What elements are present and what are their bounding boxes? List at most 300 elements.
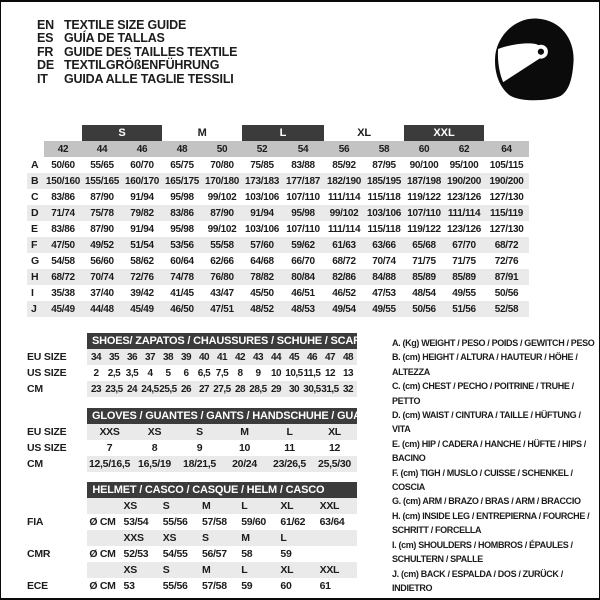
measurement-cell: 65/68 — [404, 237, 444, 253]
measurement-cell: 70/80 — [210, 159, 234, 171]
size-number-cell: 52 — [242, 141, 282, 157]
measurement-cell: 45/49 — [44, 301, 82, 317]
measurement-cell: 115/118 — [367, 191, 401, 203]
empty-cell — [27, 562, 87, 578]
helmet-standard-row — [27, 514, 357, 530]
shoes-cell: 40 — [195, 349, 213, 365]
language-code: EN — [37, 18, 54, 32]
shoes-cell: 43 — [249, 349, 267, 365]
empty-cell — [484, 125, 529, 141]
gloves-cell: 16,5/19 — [132, 456, 177, 472]
measurement-cell: 170/180 — [202, 173, 242, 189]
measurement-cell: 45/49 — [122, 301, 162, 317]
gloves-cell: S — [177, 424, 222, 440]
gloves-cell: 25,5/30 — [312, 456, 357, 472]
shoes-cell: 13 — [342, 367, 354, 379]
gloves-row-label: CM — [27, 456, 87, 472]
measurement-cell: 56/60 — [90, 255, 114, 267]
gloves-cell: 12,5/16,5 — [88, 458, 131, 470]
measurement-cell: 127/130 — [489, 191, 524, 203]
helmet-table — [27, 482, 357, 594]
shoes-cell: 26 — [177, 381, 195, 397]
bottom-tables — [27, 333, 378, 594]
size-number-row — [27, 141, 529, 157]
size-number-cell: 64 — [484, 141, 529, 157]
helmet-size-cell: XXS — [122, 530, 161, 546]
shoes-row — [27, 365, 357, 381]
measurement-cell: 87/95 — [372, 159, 396, 171]
measurement-cell: 85/89 — [444, 269, 484, 285]
measurement-cell: 103/106 — [364, 205, 404, 221]
measurement-row — [27, 285, 529, 301]
measurement-cell: 47/50 — [44, 237, 82, 253]
helmet-size-row — [27, 530, 357, 546]
helmet-standard-row — [27, 546, 357, 562]
helmet-cell: 55/56 — [162, 580, 188, 592]
helmet-standard-row — [27, 578, 357, 594]
shoes-cell: 2,5 — [107, 367, 121, 379]
measurement-row — [27, 237, 529, 253]
language-row — [37, 59, 237, 72]
measurement-cell: 46/52 — [332, 287, 356, 299]
measurement-cell: 55/58 — [202, 237, 242, 253]
shoes-cell: 27,5 — [213, 381, 231, 397]
helmet-size-cell: S — [161, 562, 200, 578]
helmet-cell: 57/58 — [201, 516, 227, 528]
helmet-size-cell: M — [200, 562, 239, 578]
shoes-cell: 31,5 — [321, 381, 339, 397]
diameter-unit-label: Ø CM — [89, 516, 116, 528]
shoes-title: SHOES/ ZAPATOS / CHAUSSURES / SCHUHE / SCARPE — [87, 333, 357, 349]
measurement-cell: 43/47 — [210, 287, 234, 299]
gloves-row-label: EU SIZE — [27, 424, 87, 440]
gloves-row — [27, 424, 357, 440]
gloves-cell: 7 — [106, 442, 113, 454]
shoes-row-label: EU SIZE — [27, 349, 87, 365]
measurement-cell: 71/75 — [452, 255, 476, 267]
measurement-legend — [392, 336, 597, 595]
shoes-cell: 4 — [147, 367, 153, 379]
shoes-cell: 6 — [183, 367, 189, 379]
measurement-cell: 123/126 — [446, 223, 482, 235]
measurement-cell: 67/70 — [444, 237, 484, 253]
shoes-cell: 10 — [270, 367, 282, 379]
diameter-unit-label: Ø CM — [89, 580, 116, 592]
helmet-size-row — [27, 562, 357, 578]
shoes-cell: 3,5 — [125, 367, 139, 379]
measurement-cell: 65/75 — [170, 159, 194, 171]
measurement-cell: 95/98 — [170, 223, 194, 235]
measurement-cell: 87/90 — [90, 191, 114, 203]
measurement-row-label: B — [27, 173, 44, 189]
empty-cell — [27, 408, 87, 424]
measurement-cell: 60/64 — [170, 255, 194, 267]
size-group-label: L — [242, 125, 324, 141]
empty-cell — [27, 141, 44, 157]
language-row — [37, 73, 237, 86]
measurement-cell: 91/94 — [130, 191, 154, 203]
empty-cell — [27, 498, 87, 514]
size-number-cell: 48 — [162, 141, 202, 157]
measurement-cell: 119/122 — [407, 191, 441, 203]
measurement-cell: 46/51 — [291, 287, 315, 299]
measurement-row-label: E — [31, 223, 38, 235]
measurement-cell: 123/126 — [446, 191, 482, 203]
legend-item: J. (cm) BACK / ESPALDA / DOS / ZURÜCK / INDIETRO — [392, 568, 563, 593]
helmet-cell: 55/56 — [162, 516, 188, 528]
shoes-cell: 37 — [141, 349, 159, 365]
helmet-size-cell — [318, 530, 357, 546]
measurement-cell: 49/54 — [324, 301, 364, 317]
gloves-cell: XL — [312, 424, 357, 440]
shoes-cell: 7,5 — [215, 367, 229, 379]
measurement-cell: 63/66 — [364, 237, 404, 253]
gloves-cell: 12 — [328, 442, 341, 454]
measurement-cell: 71/75 — [412, 255, 436, 267]
measurement-cell: 185/195 — [364, 173, 404, 189]
helmet-icon — [484, 14, 584, 106]
measurement-row-label: H — [27, 269, 44, 285]
helmet-cell: 59/60 — [241, 516, 266, 528]
gloves-row-label: US SIZE — [27, 440, 87, 456]
gloves-cell: XXS — [87, 424, 132, 440]
shoes-cell: 24,5 — [141, 381, 159, 397]
measurement-cell: 70/74 — [372, 255, 396, 267]
measurement-cell: 52/58 — [484, 301, 529, 317]
measurement-cell: 84/88 — [364, 269, 404, 285]
measurement-cell: 54/58 — [51, 255, 75, 267]
helmet-size-row — [27, 498, 357, 514]
legend-item: B. (cm) HEIGHT / ALTURA / HAUTEUR / HÖHE / ALTEZZA — [392, 352, 578, 377]
helmet-cell: 61/62 — [280, 516, 306, 528]
helmet-cell — [318, 546, 357, 562]
shoes-cell: 41 — [213, 349, 231, 365]
measurement-cell: 111/114 — [444, 205, 484, 221]
empty-cell — [87, 498, 121, 514]
helmet-size-cell: L — [239, 498, 278, 514]
size-group-label: S — [82, 125, 162, 141]
measurement-cell: 57/60 — [242, 237, 282, 253]
size-group-label: XL — [324, 125, 404, 141]
helmet-cell: 60 — [280, 580, 292, 592]
measurement-cell: 49/55 — [364, 301, 404, 317]
measurement-cell: 66/70 — [291, 255, 315, 267]
helmet-size-cell: L — [239, 562, 278, 578]
measurement-cell: 79/82 — [122, 205, 162, 221]
measurement-cell: 90/100 — [409, 159, 439, 171]
measurement-cell: 68/72 — [484, 237, 529, 253]
language-title: TEXTILGRÖßENFÜHRUNG — [64, 58, 220, 73]
shoes-cell: 12 — [324, 367, 336, 379]
helmet-size-cell: L — [278, 530, 317, 546]
measurement-cell: 165/175 — [162, 173, 202, 189]
helmet-cell: 53 — [123, 580, 135, 592]
measurement-cell: 47/51 — [202, 301, 242, 317]
shoes-cell: 28 — [231, 381, 249, 397]
measurement-cell: 70/74 — [82, 269, 122, 285]
helmet-title-row — [27, 482, 357, 498]
gloves-title: GLOVES / GUANTES / GANTS / HANDSCHUHE / GUANTI — [87, 408, 357, 424]
measurement-cell: 160/170 — [122, 173, 162, 189]
gloves-cell: 20/24 — [222, 456, 267, 472]
measurement-cell: 111/114 — [327, 223, 361, 235]
helmet-size-cell: XXL — [318, 498, 357, 514]
helmet-standard-label: ECE — [27, 578, 87, 594]
helmet-cell: 56/57 — [201, 548, 227, 560]
measurement-cell: 190/200 — [444, 173, 484, 189]
measurement-cell: 83/88 — [291, 159, 315, 171]
measurement-cell: 58/62 — [130, 255, 154, 267]
legend-item: H. (cm) INSIDE LEG / ENTREPIERNA / FOURCHE / SCHRITT / FORCELLA — [392, 510, 590, 536]
shoes-cell: 35 — [105, 349, 123, 365]
measurement-cell: 50/56 — [494, 287, 519, 299]
measurement-cell: 111/114 — [327, 191, 361, 203]
legend-item: A. (Kg) WEIGHT / PESO / POIDS / GEWITCH / PESO — [392, 338, 595, 348]
language-list — [37, 19, 237, 86]
helmet-size-cell: XXL — [318, 562, 357, 578]
size-number-cell: 50 — [202, 141, 242, 157]
measurement-cell: 74/78 — [162, 269, 202, 285]
gloves-cell: XS — [132, 424, 177, 440]
helmet-cell: 59 — [241, 580, 253, 592]
shoes-cell: 25,5 — [159, 381, 177, 397]
measurement-cell: 59/62 — [282, 237, 324, 253]
empty-cell — [87, 562, 121, 578]
measurement-row-label: F — [27, 237, 44, 253]
shoes-cell: 36 — [123, 349, 141, 365]
measurement-cell: 95/98 — [170, 191, 194, 203]
gloves-cell: 9 — [196, 442, 203, 454]
measurement-cell: 182/190 — [324, 173, 364, 189]
measurement-cell: 48/54 — [412, 287, 436, 299]
shoes-cell: 24 — [123, 381, 141, 397]
language-title: GUIDE DES TAILLES TEXTILE — [64, 44, 238, 59]
helmet-cell: 57/58 — [201, 580, 227, 592]
measurement-cell: 99/102 — [207, 191, 237, 203]
helmet-size-cell: XS — [161, 530, 200, 546]
gloves-cell: 18/21,5 — [177, 456, 222, 472]
measurement-cell: 95/98 — [282, 205, 324, 221]
measurement-cell: 71/74 — [44, 205, 82, 221]
shoes-row-label: US SIZE — [27, 365, 87, 381]
measurement-cell: 62/66 — [210, 255, 234, 267]
shoes-table — [27, 333, 376, 397]
measurement-row — [27, 253, 529, 269]
language-code: FR — [37, 44, 54, 59]
measurement-cell: 187/198 — [404, 173, 444, 189]
language-title: GUÍA DE TALLAS — [64, 31, 165, 46]
measurement-cell: 49/52 — [82, 237, 122, 253]
helmet-cell: 54/55 — [162, 548, 188, 560]
measurement-cell: 173/183 — [242, 173, 282, 189]
size-group-label: XXL — [404, 125, 484, 141]
size-group-label: M — [162, 125, 242, 141]
measurement-cell: 48/53 — [282, 301, 324, 317]
measurement-cell: 76/80 — [202, 269, 242, 285]
measurement-cell: 49/55 — [452, 287, 476, 299]
measurement-cell: 155/165 — [82, 173, 122, 189]
measurement-cell: 83/86 — [51, 223, 75, 235]
measurement-row-label: G — [31, 255, 39, 267]
language-row — [37, 32, 237, 45]
measurement-cell: 190/200 — [484, 173, 529, 189]
shoes-title-row — [27, 333, 357, 349]
diameter-unit-label: Ø CM — [89, 548, 116, 560]
shoes-cell: 30 — [285, 381, 303, 397]
helmet-cell: 61 — [319, 580, 331, 592]
measurement-cell: 87/91 — [484, 269, 529, 285]
measurement-cell: 83/86 — [162, 205, 202, 221]
measurement-cell: 72/76 — [122, 269, 162, 285]
gloves-cell: M — [222, 424, 267, 440]
shoes-cell: 2 — [93, 367, 99, 379]
shoes-cell: 6,5 — [197, 367, 211, 379]
legend-item: F. (cm) TIGH / MUSLO / CUISSE / SCHENKEL / COSCIA — [392, 467, 573, 493]
measurement-cell: 82/86 — [324, 269, 364, 285]
measurement-cell: 44/48 — [82, 301, 122, 317]
shoes-cell: 27 — [195, 381, 213, 397]
measurement-cell: 61/63 — [324, 237, 364, 253]
empty-cell — [27, 482, 87, 498]
shoes-row-label: CM — [27, 381, 87, 397]
shoes-cell: 32 — [339, 381, 357, 397]
gloves-cell: 10 — [238, 442, 251, 454]
measurement-cell: 64/68 — [250, 255, 274, 267]
measurement-cell: 99/102 — [207, 223, 237, 235]
measurement-cell: 87/90 — [90, 223, 114, 235]
helmet-cell: 58 — [241, 548, 253, 560]
helmet-size-cell: M — [200, 498, 239, 514]
helmet-size-cell: XS — [122, 498, 161, 514]
measurement-cell: 55/65 — [90, 159, 114, 171]
measurement-cell: 45/50 — [250, 287, 274, 299]
helmet-cell: 52/53 — [123, 548, 149, 560]
measurement-row — [27, 269, 529, 285]
textile-table-body — [27, 125, 529, 317]
helmet-standard-label: CMR — [27, 546, 87, 562]
measurement-cell: 107/110 — [286, 223, 320, 235]
legend-item: I. (cm) SHOULDERS / HOMBROS / ÉPAULES / SCHULTERN / SPALLE — [392, 539, 573, 565]
shoes-cell: 11,5 — [303, 367, 321, 379]
measurement-cell: 150/160 — [44, 173, 82, 189]
shoes-cell: 38 — [159, 349, 177, 365]
size-number-cell: 62 — [444, 141, 484, 157]
measurement-cell: 105/115 — [489, 159, 524, 171]
measurement-cell: 115/118 — [367, 223, 401, 235]
measurement-row — [27, 221, 529, 237]
helmet-size-cell: XS — [122, 562, 161, 578]
shoes-cell: 45 — [285, 349, 303, 365]
measurement-cell: 37/40 — [90, 287, 114, 299]
measurement-cell: 103/106 — [244, 223, 280, 235]
measurement-cell: 50/60 — [51, 159, 75, 171]
shoes-cell: 47 — [321, 349, 339, 365]
measurement-row-label: A — [31, 159, 39, 171]
measurement-cell: 127/130 — [489, 223, 524, 235]
measurement-cell: 48/52 — [242, 301, 282, 317]
gloves-row — [27, 440, 357, 456]
language-code: DE — [37, 58, 54, 73]
measurement-cell: 107/110 — [404, 205, 444, 221]
gloves-row — [27, 456, 357, 472]
gloves-cell: L — [267, 424, 312, 440]
empty-cell — [27, 530, 87, 546]
helmet-cell: 53/54 — [123, 516, 149, 528]
measurement-cell: 85/92 — [332, 159, 356, 171]
measurement-cell: 53/56 — [162, 237, 202, 253]
measurement-row — [27, 189, 529, 205]
size-number-cell: 54 — [282, 141, 324, 157]
shoes-cell: 29 — [267, 381, 285, 397]
size-number-cell: 60 — [404, 141, 444, 157]
measurement-cell: 75/85 — [250, 159, 274, 171]
helmet-size-cell: XL — [278, 562, 317, 578]
shoes-cell: 44 — [267, 349, 285, 365]
measurement-cell: 115/119 — [484, 205, 529, 221]
measurement-cell: 103/106 — [244, 191, 280, 203]
helmet-standard-label: FIA — [27, 514, 87, 530]
shoes-cell: 5 — [165, 367, 171, 379]
measurement-cell: 99/102 — [324, 205, 364, 221]
measurement-cell: 41/45 — [170, 287, 194, 299]
gloves-cell: 23/26,5 — [267, 456, 312, 472]
measurement-cell: 68/72 — [332, 255, 356, 267]
shoes-cell: 39 — [177, 349, 195, 365]
shoes-cell: 23,5 — [105, 381, 123, 397]
shoes-cell: 9 — [255, 367, 261, 379]
shoes-row — [27, 349, 357, 365]
measurement-cell: 78/82 — [242, 269, 282, 285]
measurement-cell: 68/72 — [44, 269, 82, 285]
measurement-cell: 119/122 — [407, 223, 441, 235]
measurement-row-label: D — [27, 205, 44, 221]
shoes-cell: 23 — [87, 381, 105, 397]
legend-item: G. (cm) ARM / BRAZO / BRAS / ARM / BRACCIO — [392, 496, 581, 507]
shoes-cell: 42 — [231, 349, 249, 365]
measurement-cell: 60/70 — [130, 159, 154, 171]
measurement-cell: 107/110 — [286, 191, 320, 203]
measurement-row — [27, 173, 529, 189]
legend-item: C. (cm) CHEST / PECHO / POITRINE / TRUHE / PETTO — [392, 381, 574, 406]
shoes-cell: 30,5 — [303, 381, 321, 397]
empty-cell — [27, 333, 87, 349]
helmet-size-cell: S — [161, 498, 200, 514]
measurement-cell: 80/84 — [282, 269, 324, 285]
measurement-cell: 91/94 — [242, 205, 282, 221]
measurement-cell: 39/42 — [130, 287, 154, 299]
measurement-cell: 50/56 — [404, 301, 444, 317]
measurement-cell: 85/89 — [404, 269, 444, 285]
empty-cell — [87, 530, 121, 546]
empty-cell — [27, 125, 82, 141]
helmet-cell: 63/64 — [319, 516, 345, 528]
measurement-row — [27, 157, 529, 173]
helmet-title: HELMET / CASCO / CASQUE / HELM / CASCO — [87, 482, 357, 498]
helmet-size-cell: S — [200, 530, 239, 546]
shoes-cell: 28,5 — [249, 381, 267, 397]
helmet-size-cell: XL — [278, 498, 317, 514]
measurement-row — [27, 301, 529, 317]
helmet-size-cell: M — [239, 530, 278, 546]
measurement-cell: 51/56 — [444, 301, 484, 317]
gloves-cell: 11 — [284, 442, 295, 454]
size-number-cell: 42 — [44, 141, 82, 157]
measurement-cell: 75/78 — [82, 205, 122, 221]
gloves-cell: 8 — [151, 442, 158, 454]
language-code: IT — [37, 71, 48, 86]
shoes-table-body — [27, 333, 376, 397]
measurement-row — [27, 205, 529, 221]
